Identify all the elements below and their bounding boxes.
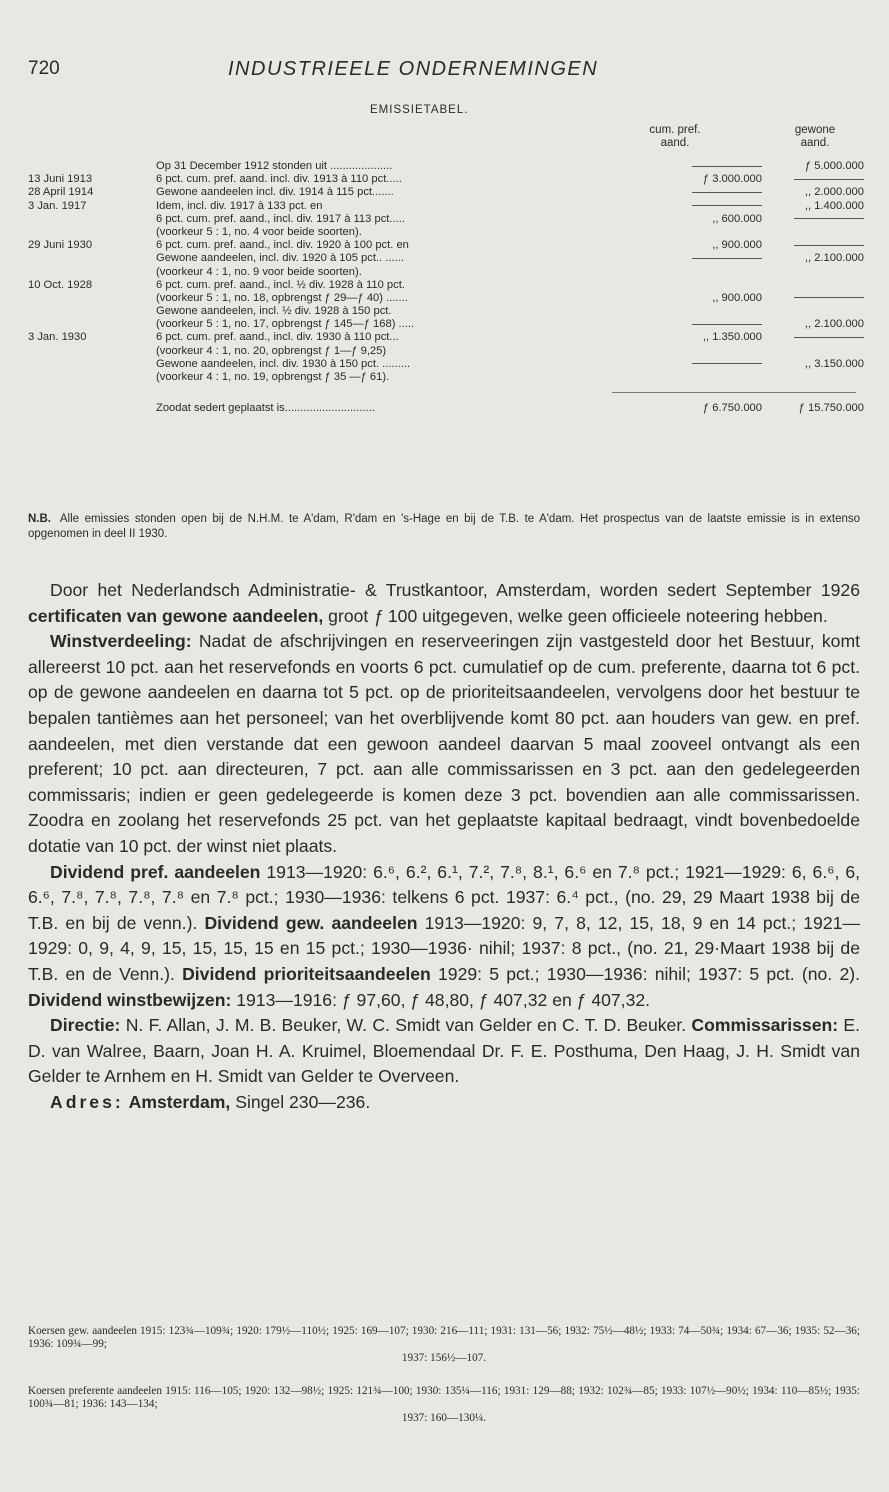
- table-row: [28, 318, 864, 331]
- table-row: [28, 331, 864, 344]
- page-number: 720: [28, 58, 60, 79]
- table-row: [28, 266, 864, 279]
- table-row: [28, 345, 864, 358]
- table-title: EMISSIETABEL.: [370, 104, 469, 116]
- c2-cell: ,, 3.150.000: [804, 357, 864, 370]
- dash-mark: [632, 252, 762, 265]
- total-row: [28, 402, 864, 415]
- c1-cell: ƒ 3.000.000: [702, 173, 762, 186]
- date-cell: 3 Jan. 1917: [28, 199, 87, 212]
- desc-cell: Op 31 December 1912 stonden uit ....................: [156, 160, 393, 172]
- column-header-pref: cum. pref. aand.: [649, 124, 701, 149]
- desc-cell: Zoodat sedert geplaatst is.............................: [156, 402, 375, 415]
- c2-cell: ƒ 15.750.000: [798, 402, 864, 415]
- dash-mark: [764, 213, 864, 226]
- table-row: [28, 279, 864, 292]
- dash-mark: [764, 173, 864, 186]
- dash-mark: [632, 318, 762, 331]
- desc-cell: Gewone aandeelen, incl. ½ div. 1928 à 150 pct.: [156, 305, 392, 318]
- table-row: [28, 305, 864, 318]
- dash-mark: [632, 358, 762, 371]
- table-row: [28, 239, 864, 252]
- dash-mark: [764, 292, 864, 305]
- dash-mark: [632, 200, 762, 213]
- desc-cell: Gewone aandeelen, incl. div. 1920 à 105 pct.. ......: [156, 252, 404, 265]
- c2-cell: ƒ 5.000.000: [804, 160, 864, 172]
- desc-cell: 6 pct. cum. pref. aand., incl. div. 1930 à 110 pct...: [156, 331, 399, 344]
- desc-cell: (voorkeur 5 : 1, no. 18, opbrengst ƒ 29—ƒ 40) .......: [156, 291, 408, 304]
- desc-cell: Gewone aandeelen incl. div. 1914 à 115 pct.......: [156, 186, 394, 199]
- table-row: [28, 292, 864, 305]
- desc-cell: (voorkeur 4 : 1, no. 19, opbrengst ƒ 35 —ƒ 61).: [156, 371, 390, 383]
- date-cell: 3 Jan. 1930: [28, 331, 87, 344]
- dash-mark: [764, 239, 864, 252]
- table-row: [28, 200, 864, 213]
- body-text: [28, 578, 860, 1115]
- desc-cell: (voorkeur 4 : 1, no. 9 voor beide soorten).: [156, 265, 362, 278]
- desc-cell: 6 pct. cum. pref. aand., incl. div. 1917 à 113 pct.....: [156, 212, 405, 225]
- dash-mark: [632, 160, 762, 173]
- page-header: [28, 58, 861, 88]
- table-row: [28, 186, 864, 199]
- table-row: [28, 173, 864, 186]
- total-rule: [612, 392, 856, 393]
- paragraph-winstverdeeling: Winstverdeeling: Nadat de afschrijvingen en reserveeringen zijn vastgesteld door het Bestuur, komt allereerst 10 pct. aan het reservefonds en voorts 6 pct. cumulatief op de cum. preferente, daarna tot 6 pct. op de gewone aandeelen en daarna tot 5 pct. op de prioriteitsaandeelen, vervolgens door het bestuur te bepalen tantièmes aan het personeel; van het overblijvende komt 80 pct. aan houders van gew. en pref. aandeelen, met dien verstande dat een gewoon aandeel daarvan 5 maal zooveel ontvangt als een preferent; 10 pct. aan directeuren, 7 pct. aan alle commissarissen en 3 pct. aan den gedelegeerden commissaris; indien er geen gedelegeerde is komen deze 3 pct. bovendien aan alle commissarissen. Zoodra en zoolang het reservefonds 25 pct. van het geplaatste kapitaal bedraagt, vindt bovenbedoelde dotatie van 10 pct. der winst niet plaats.: [28, 631, 860, 856]
- column-header-gewone: gewone aand.: [794, 124, 836, 149]
- date-cell: 10 Oct. 1928: [28, 278, 93, 291]
- desc-cell: Gewone aandeelen, incl. div. 1930 à 150 pct. .........: [156, 357, 411, 370]
- date-cell: 29 Juni 1930: [28, 239, 93, 252]
- koersen-preferente: Koersen preferente aandeelen 1915: 116—105; 1920: 132—98½; 1925: 121¾—100; 1930: 135¼—116; 1931: 129—88; 1932: 102¾—85; 1933: 107½—90½; 1934: 110—85½; 1935: 100¾—81; 1936: 143—134; 1937: 160—130¼.: [28, 1385, 860, 1424]
- c2-cell: ,, 2.100.000: [804, 318, 864, 331]
- paragraph-directie: Directie: N. F. Allan, J. M. B. Beuker, W. C. Smidt van Gelder en C. T. D. Beuker. Commissarissen: E. D. van Walree, Baarn, Joan H. A. Kruimel, Bloemendaal Dr. F. E. Posthuma, Den Haag, J. H. Smidt van Gelder te Arnhem en H. Smidt van Gelder te Overveen.: [28, 1015, 861, 1087]
- table-row: [28, 226, 864, 239]
- date-cell: 13 Juni 1913: [28, 173, 93, 186]
- c1-cell: ,, 900.000: [712, 291, 762, 304]
- date-cell: 28 April 1914: [28, 186, 94, 199]
- table-row: [28, 160, 864, 173]
- desc-cell: (voorkeur 5 : 1, no. 4 voor beide soorten).: [156, 225, 362, 238]
- c1-cell: ƒ 6.750.000: [702, 402, 762, 415]
- desc-cell: (voorkeur 4 : 1, no. 20, opbrengst ƒ 1—ƒ 9,25): [156, 344, 387, 357]
- desc-cell: (voorkeur 5 : 1, no. 17, opbrengst ƒ 145—ƒ 168) .....: [156, 318, 415, 331]
- desc-cell: 6 pct. cum. pref. aand., incl. div. 1920 à 100 pct. en: [156, 239, 409, 252]
- c2-cell: ,, 1.400.000: [804, 199, 864, 212]
- desc-cell: 6 pct. cum. pref. aand., incl. ½ div. 1928 à 110 pct.: [156, 278, 405, 291]
- c2-cell: ,, 2.100.000: [804, 252, 864, 265]
- paragraph-adres: Adres: Amsterdam, Singel 230—236.: [50, 1091, 371, 1112]
- koersen-gewone: Koersen gew. aandeelen 1915: 123¾—109¾; 1920: 179½—110½; 1925: 169—107; 1930: 216—111; 1931: 131—56; 1932: 75½—48½; 1933: 74—50¾; 1934: 67—36; 1935: 52—36; 1936: 109¾—99; 1937: 156½—107.: [28, 1325, 860, 1364]
- desc-cell: 6 pct. cum. pref. aand. incl. div. 1913 à 110 pct.....: [156, 173, 402, 186]
- c2-cell: ,, 2.000.000: [804, 186, 864, 199]
- desc-cell: Idem, incl. div. 1917 à 133 pct. en: [156, 199, 323, 212]
- emissie-table: [28, 160, 864, 415]
- nb-note: [28, 512, 860, 542]
- nb-label: N.B.: [28, 513, 51, 525]
- dash-mark: [632, 186, 762, 199]
- dash-mark: [764, 331, 864, 344]
- table-row: [28, 252, 864, 265]
- c1-cell: ,, 900.000: [712, 239, 762, 252]
- c1-cell: ,, 600.000: [712, 212, 762, 225]
- running-title: INDUSTRIEELE ONDERNEMINGEN: [228, 58, 599, 80]
- table-row: [28, 358, 864, 371]
- paragraph-dividend: Dividend pref. aandeelen 1913—1920: 6.⁶, 6.², 6.¹, 7.², 7.⁸, 8.¹, 6.⁶ en 7.⁸ pct.; 1921—1929: 6, 6.⁶, 6, 6.⁶, 7.⁸, 7.⁸, 7.⁸, 7.⁸ en 7.⁸ pct.; 1930—1936: telkens 6 pct. 1937: 6.⁴ pct., (no. 29, 29 Maart 1938 bij de T.B. en bij de venn.). Dividend gew. aandeelen 1913—1920: 9, 7, 8, 12, 15, 18, 9 en 14 pct.; 1921—1929: 0, 9, 4, 9, 15, 15, 15, 15 en 15 pct.; 1930—1936· nihil; 1937: 8 pct., (no. 21, 29·Maart 1938 bij de T.B. en de Venn.). Dividend prioriteitsaandeelen 1929: 5 pct.; 1930—1936: nihil; 1937: 5 pct. (no. 2). Dividend winstbewijzen: 1913—1916: ƒ 97,60, ƒ 48,80, ƒ 407,32 en ƒ 407,32.: [28, 861, 861, 1010]
- paragraph-certificaten: Door het Nederlandsch Administratie- & Trustkantoor, Amsterdam, worden sedert September 1926 certificaten van gewone aandeelen, groot ƒ 100 uitgegeven, welke geen officieele noteering hebben.: [28, 580, 860, 626]
- table-row: [28, 371, 864, 384]
- table-row: [28, 213, 864, 226]
- c1-cell: ,, 1.350.000: [702, 331, 762, 344]
- nb-text: Alle emissies stonden open bij de N.H.M. te A'dam, R'dam en 's-Hage en bij de T.B. te A'dam. Het prospectus van de laatste emissie is in extenso opgenomen in deel II 1930.: [28, 513, 861, 540]
